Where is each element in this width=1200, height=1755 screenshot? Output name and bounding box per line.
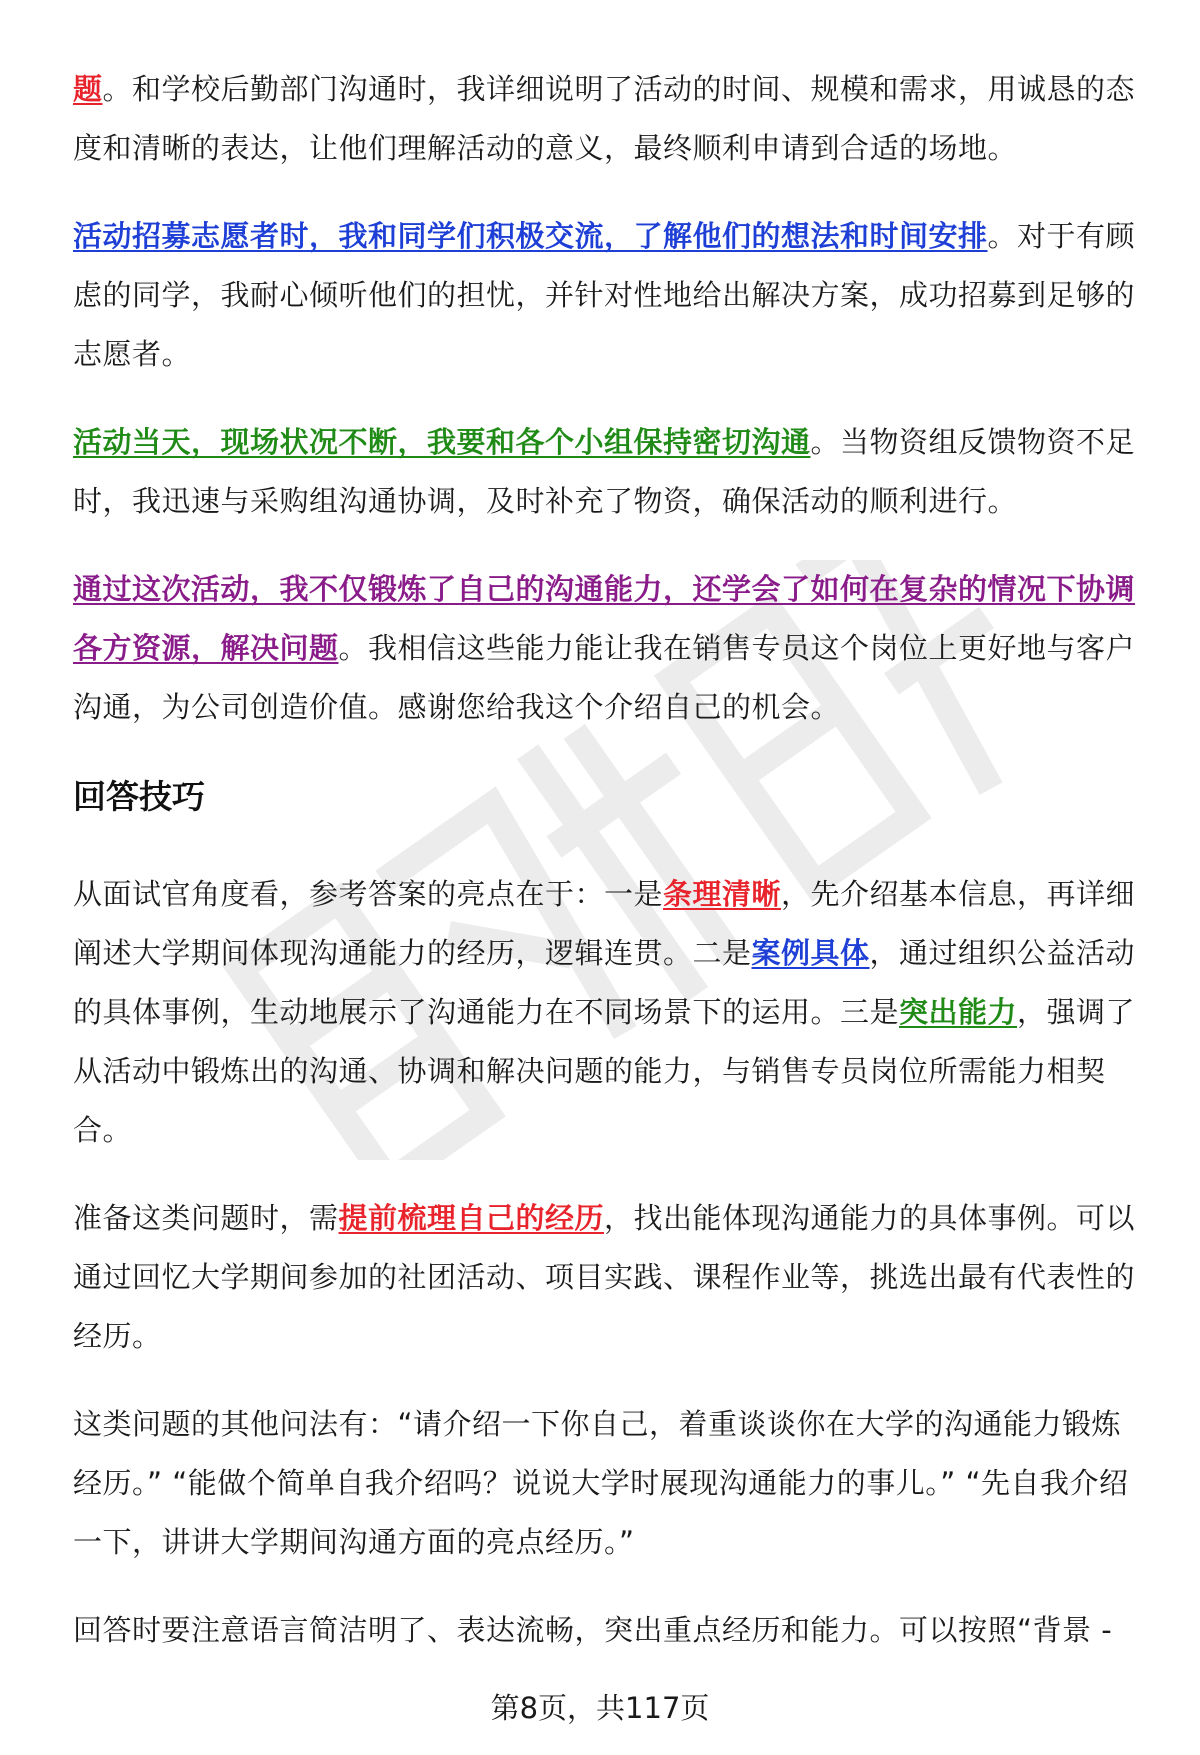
highlight-green: 突出能力 <box>899 995 1018 1029</box>
paragraph-text: 。我相信这些能力能让我在销售专员这个岗位上更好地与客户沟通，为公司创造价值。感谢您给我这个介绍自己的机会。 <box>73 631 1136 724</box>
paragraph-text: ，先介绍基本信息，再详细阐述大学期间体现沟通能力的经历，逻辑连贯。二是 <box>73 877 1136 970</box>
highlight-blue: 活动招募志愿者时，我和同学们积极交流，了解他们的想法和时间安排 <box>73 219 988 253</box>
paragraph-text: 。和学校后勤部门沟通时，我详细说明了活动的时间、规模和需求，用诚恳的态度和清晰的表达，让他们理解活动的意义，最终顺利申请到合适的场地。 <box>73 72 1136 165</box>
paragraph-text: 。对于有顾虑的同学，我耐心倾听他们的担忧，并针对性地给出解决方案，成功招募到足够的志愿者。 <box>73 219 1136 371</box>
tips-paragraph <box>73 1189 1143 1366</box>
highlight-blue: 案例具体 <box>751 936 870 970</box>
paragraph-text: ，强调了从活动中锻炼出的沟通、协调和解决问题的能力，与销售专员岗位所需能力相契合。 <box>73 995 1136 1147</box>
highlight-green: 活动当天，现场状况不断，我要和各个小组保持密切沟通 <box>73 425 811 459</box>
tips-paragraph <box>73 865 1143 1160</box>
paragraph-text: 这类问题的其他问法有：“请介绍一下你自己，着重谈谈你在大学的沟通能力锻炼经历。” “能做个简单自我介绍吗？说说大学时展现沟通能力的事儿。” “先自我介绍一下，讲讲大学期间沟通方面的亮点经历。” <box>73 1407 1129 1559</box>
tips-paragraph <box>73 1395 1143 1572</box>
page-footer <box>0 1688 1200 1728</box>
answer-paragraph <box>73 560 1143 737</box>
page-number-label: 第8页，共117页 <box>490 1691 710 1725</box>
paragraph-text: ，找出能体现沟通能力的具体事例。可以通过回忆大学期间参加的社团活动、项目实践、课程作业等，挑选出最有代表性的经历。 <box>73 1201 1136 1353</box>
document-page <box>73 60 1143 1689</box>
tips-paragraph <box>73 1601 1143 1660</box>
section-title: 回答技巧 <box>73 777 205 816</box>
paragraph-text: 回答时要注意语言简洁明了、表达流畅，突出重点经历和能力。可以按照“背景 - <box>73 1613 1113 1647</box>
paragraph-text: ，通过组织公益活动的具体事例，生动地展示了沟通能力在不同场景下的运用。三是 <box>73 936 1136 1029</box>
highlight-red: 题 <box>73 72 103 106</box>
highlight-red: 条理清晰 <box>663 877 782 911</box>
paragraph-text: 从面试官角度看，参考答案的亮点在于：一是 <box>73 877 664 911</box>
answer-paragraphs <box>73 60 1143 737</box>
paragraph-text: 。当物资组反馈物资不足时，我迅速与采购组沟通协调，及时补充了物资，确保活动的顺利进行。 <box>73 425 1136 518</box>
tips-paragraphs <box>73 865 1143 1660</box>
highlight-red: 提前梳理自己的经历 <box>338 1201 605 1235</box>
highlight-purple: 通过这次活动，我不仅锻炼了自己的沟通能力，还学会了如何在复杂的情况下协调各方资源，解决问题 <box>73 572 1136 665</box>
paragraph-text: 准备这类问题时，需 <box>73 1201 339 1235</box>
answer-paragraph <box>73 207 1143 384</box>
answer-paragraph <box>73 413 1143 531</box>
answer-paragraph <box>73 60 1143 178</box>
